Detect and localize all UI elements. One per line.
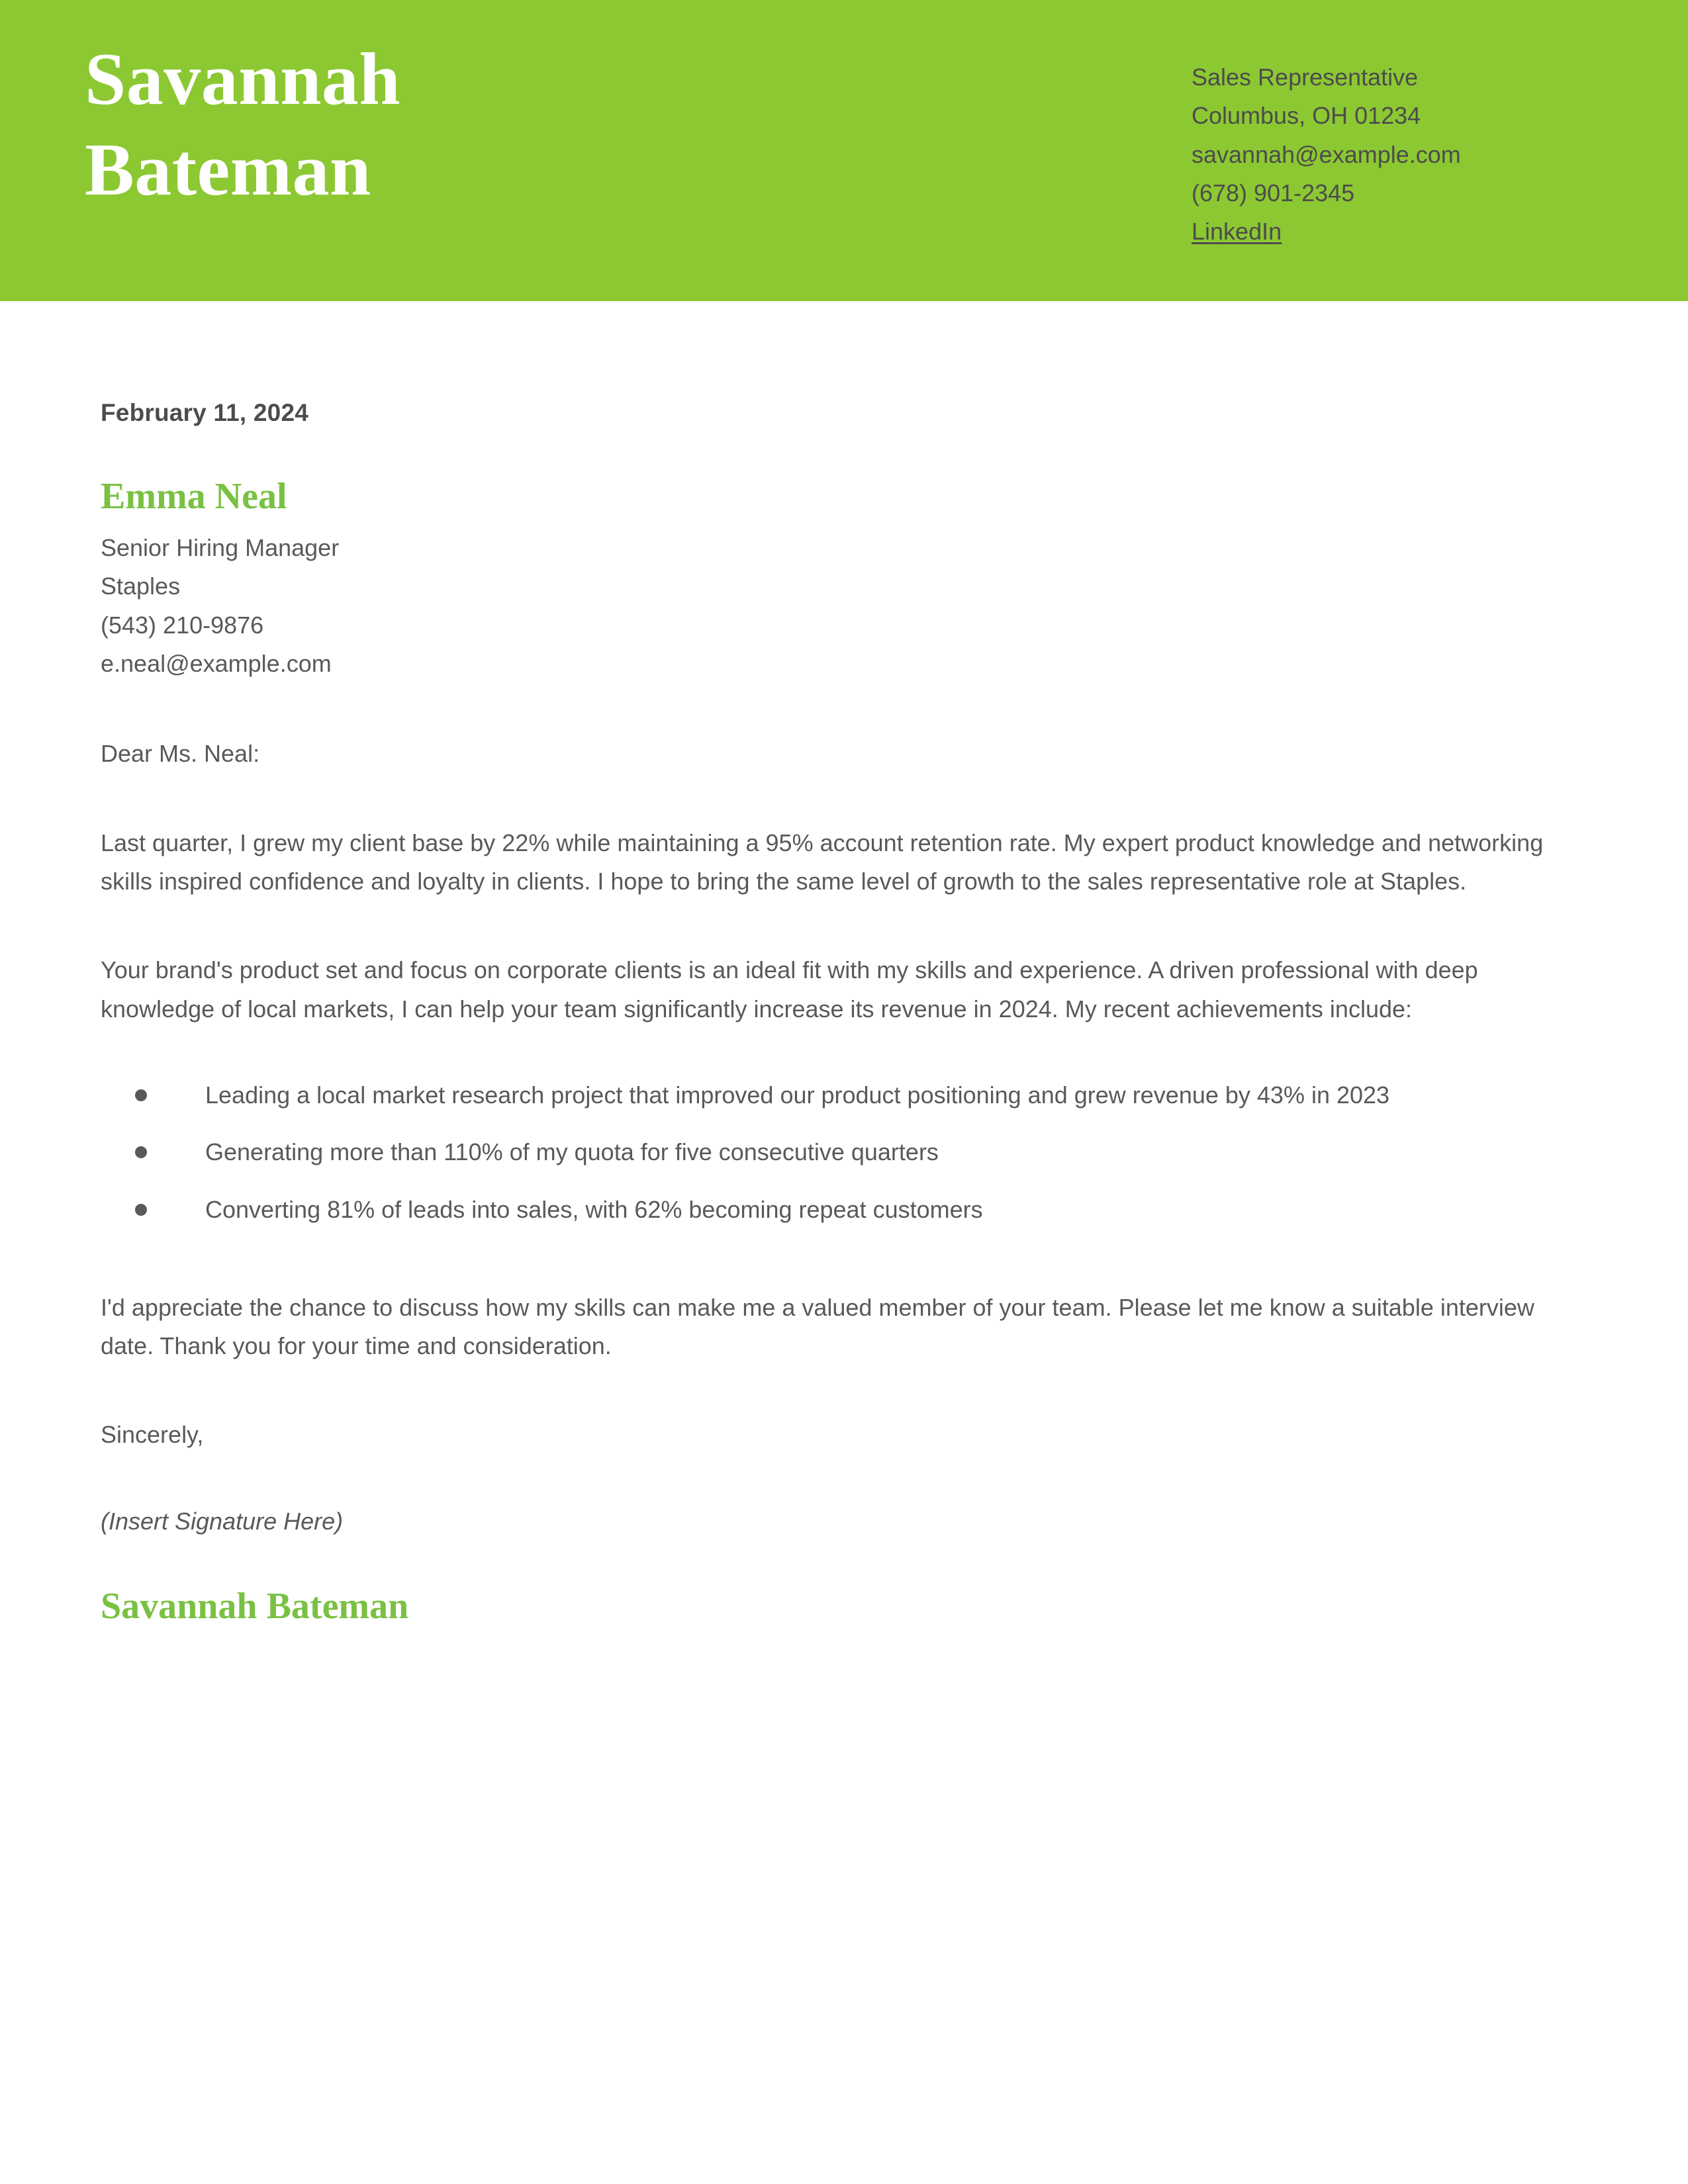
candidate-name [85,34,1078,215]
list-item-text: Leading a local market research project that improved our product positioning and grew revenue by 43% in 2023 [205,1081,1390,1109]
bullet-dot-icon [135,1146,147,1158]
candidate-name-line-1: Savannah [85,38,401,120]
recipient-phone: (543) 210-9876 [101,611,264,639]
contact-linkedin-link[interactable]: LinkedIn [1192,218,1282,246]
candidate-name-line-2: Bateman [85,128,371,211]
recipient-company: Staples [101,572,181,600]
list-item [101,1076,1587,1115]
body-paragraph-1: Last quarter, I grew my client base by 22% while maintaining a 95% account retention rate. My expert product knowledge and networking skills inspired confidence and loyalty in clients. I hope to bring the same level of growth to the sales representative role at Staples. [101,829,1544,895]
contact-phone: (678) 901-2345 [1192,179,1355,206]
recipient-email: e.neal@example.com [101,650,332,678]
recipient-title: Senior Hiring Manager [101,534,340,562]
bullet-dot-icon [135,1204,147,1216]
bullet-dot-icon [135,1089,147,1101]
sign-off: Sincerely, [101,1421,204,1449]
header-contact-block [1192,58,1461,251]
signer-name: Savannah Bateman [101,1586,409,1627]
contact-location: Columbus, OH 01234 [1192,102,1421,130]
header-band [0,0,1688,301]
achievements-list [101,1076,1587,1229]
body-paragraph-2: Your brand's product set and focus on corporate clients is an ideal fit with my skills and experience. A driven professional with deep knowledge of local markets, I can help your team significantly increase its revenue in 2024. My recent achievements include: [101,956,1478,1023]
letter-body [0,301,1688,1628]
salutation: Dear Ms. Neal: [101,740,260,768]
list-item [101,1133,1587,1171]
header-inner [0,0,1688,301]
contact-linkedin-link-wrap [1192,212,1461,251]
list-item-text: Generating more than 110% of my quota for five consecutive quarters [205,1138,939,1166]
closing-paragraph: I'd appreciate the chance to discuss how my skills can make me a valued member of your team. Please let me know a suitable interview date. Thank you for your time and consideration. [101,1293,1534,1360]
contact-email: savannah@example.com [1192,140,1461,168]
contact-job-title: Sales Representative [1192,64,1419,91]
list-item [101,1191,1587,1229]
list-item-text: Converting 81% of leads into sales, with 62% becoming repeat customers [205,1195,983,1223]
recipient-block [101,475,1587,683]
recipient-name: Emma Neal [101,476,287,517]
signature-placeholder: (Insert Signature Here) [101,1507,344,1535]
letter-date: February 11, 2024 [101,399,308,426]
